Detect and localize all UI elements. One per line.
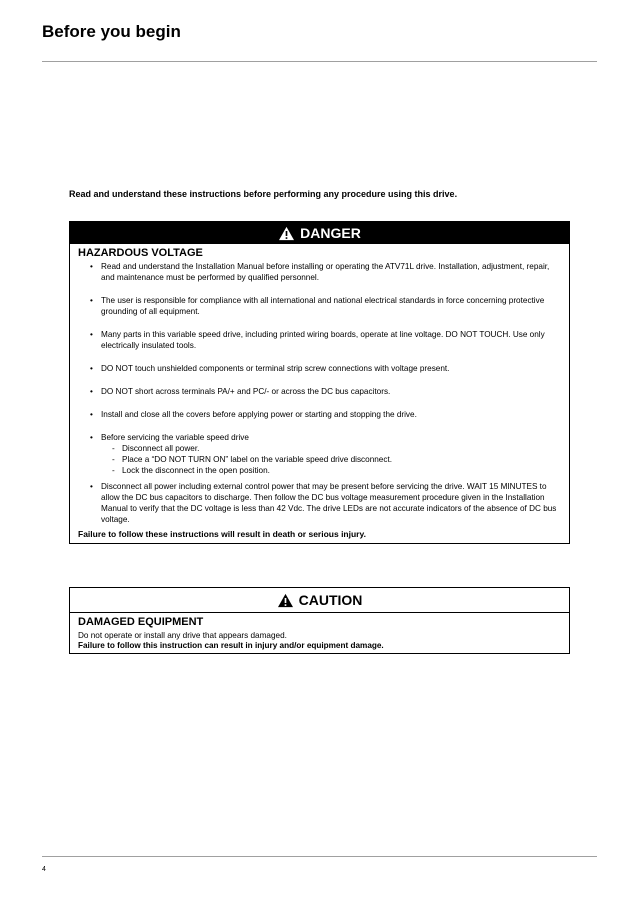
hazard-title: HAZARDOUS VOLTAGE (78, 247, 203, 259)
bullet-icon: • (90, 433, 93, 442)
caution-title: DAMAGED EQUIPMENT (78, 616, 204, 628)
bullet-icon: • (90, 410, 93, 419)
danger-consequence: Failure to follow these instructions will result in death or serious injury. (78, 529, 366, 539)
warning-triangle-icon (277, 593, 294, 608)
sub-list-item: - Place a “DO NOT TURN ON” label on the variable speed drive disconnect. (112, 455, 393, 464)
caution-label: CAUTION (298, 592, 363, 608)
list-item: • Disconnect all power including external control power that may be present before servicing the drive. WAIT 15 MINUTES to allow the DC bus capacitors to discharge. Then follow the DC bus voltage measurement procedure given in the Installation Manual to verify that the DC voltage is less than 42 Vdc. The drive LEDs are not accurate indicators of the absence of DC bus voltage. (90, 482, 557, 524)
sub-list-item: - Disconnect all power. (112, 444, 200, 453)
page-number: 4 (42, 866, 46, 873)
bullet-icon: • (90, 262, 93, 271)
warning-triangle-icon (278, 226, 295, 241)
header-divider (42, 61, 597, 62)
list-item: • Before servicing the variable speed drive - Disconnect all power. - Place a “DO NOT TURN ON” label on the variable speed drive disconnect. - Lock the disconnect in the open position. (90, 432, 561, 476)
caution-text: Do not operate or install any drive that appears damaged. (78, 631, 287, 640)
list-item: • The user is responsible for compliance with all international and national electrical standards in force concerning protective grounding of all equipment. (90, 296, 545, 316)
bullet-icon: • (90, 296, 93, 305)
caution-header (70, 588, 569, 613)
page-title: Before you begin (42, 22, 181, 41)
list-item: • Many parts in this variable speed drive, including printed wiring boards, operate at line voltage. DO NOT TOUCH. Use only electrically insulated tools. (90, 330, 545, 350)
caution-consequence: Failure to follow this instruction can result in injury and/or equipment damage. (78, 641, 384, 650)
bullet-icon: • (90, 387, 93, 396)
servicing-steps (101, 443, 561, 476)
danger-bullet-list (70, 261, 569, 525)
bullet-icon: • (90, 482, 93, 491)
list-item: • DO NOT short across terminals PA/+ and PC/- or across the DC bus capacitors. (90, 387, 391, 396)
bullet-icon: • (90, 330, 93, 339)
bullet-icon: • (90, 364, 93, 373)
footer-divider (42, 856, 597, 857)
list-item: • DO NOT touch unshielded components or terminal strip screw connections with voltage present. (90, 364, 450, 373)
danger-label: DANGER (300, 225, 361, 241)
list-item: • Read and understand the Installation Manual before installing or operating the ATV71L drive. Installation, adjustment, repair, and maintenance must be performed by qualified personnel. (90, 262, 550, 282)
caution-panel (69, 587, 570, 654)
danger-panel (69, 221, 570, 544)
danger-header (70, 222, 569, 244)
intro-instruction: Read and understand these instructions before performing any procedure using this drive. (69, 189, 458, 199)
list-item: • Install and close all the covers before applying power or starting and stopping the drive. (90, 410, 417, 419)
sub-list-item: - Lock the disconnect in the open position. (112, 466, 270, 475)
